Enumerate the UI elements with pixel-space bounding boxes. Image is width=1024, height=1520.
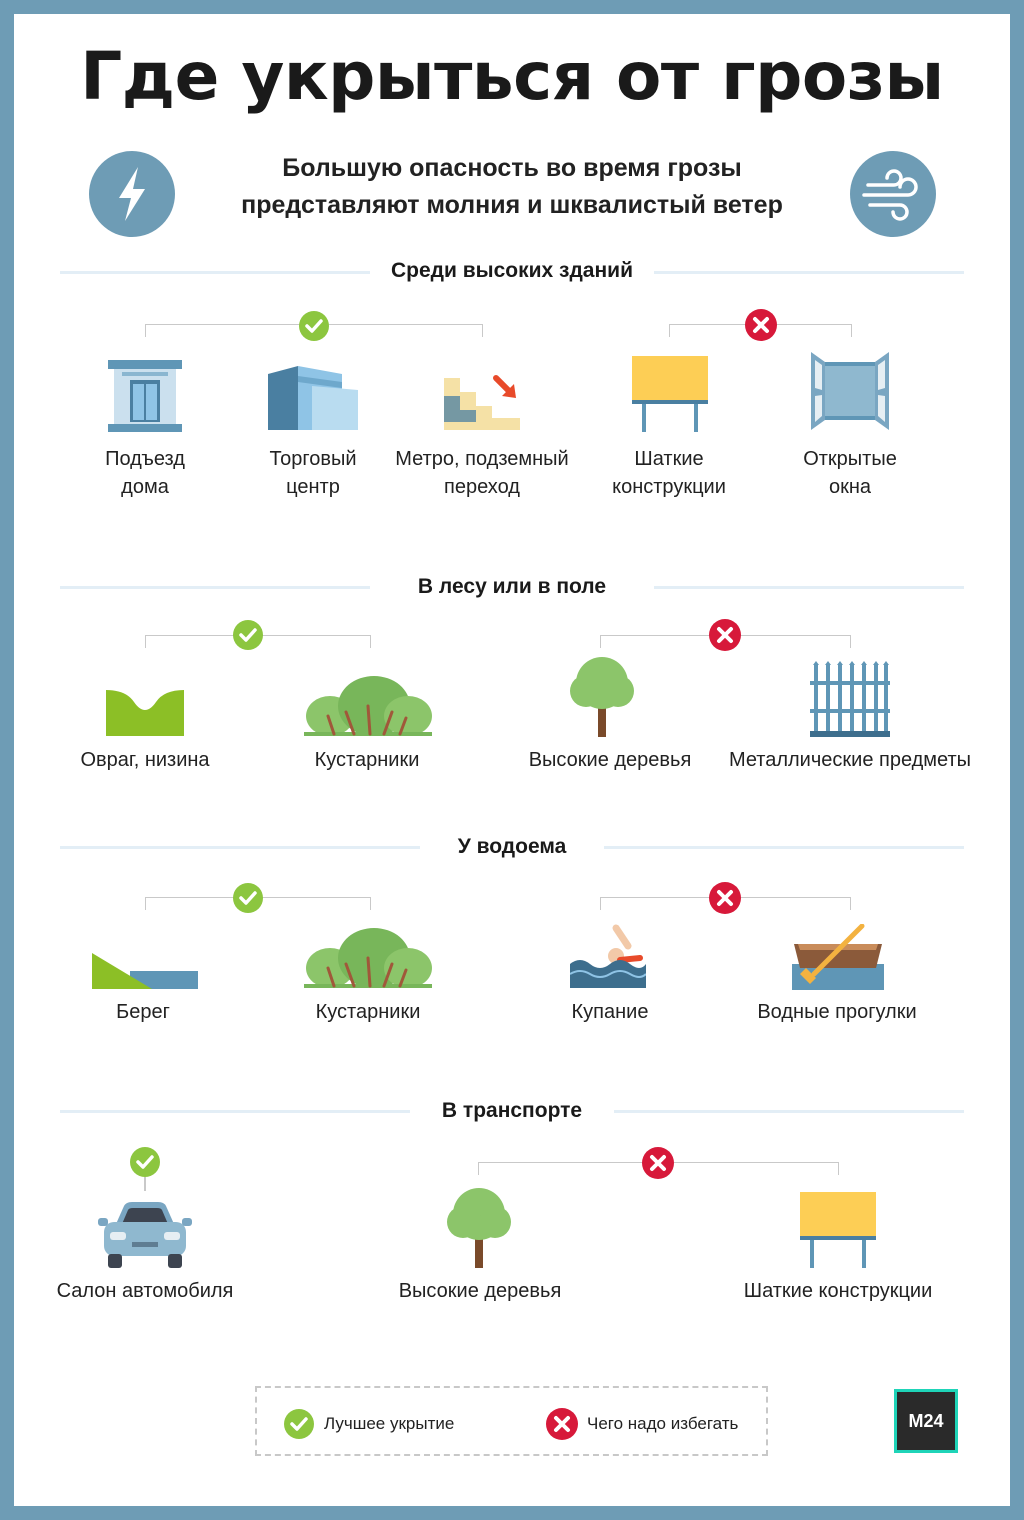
label-line: центр — [286, 476, 340, 498]
subtitle-line-2: представляют молния и шквалистый ветер — [241, 191, 783, 219]
label-line: Открытые — [803, 448, 897, 470]
label-line: переход — [444, 476, 520, 498]
section-title-buildings: Среди высоких зданий — [391, 259, 633, 282]
label-bushes: Кустарники — [314, 749, 420, 771]
label-tall-trees: Высокие деревья — [528, 749, 692, 771]
page-title: Где укрыться от грозы — [80, 38, 944, 115]
label-shore: Берег — [116, 1001, 170, 1023]
good-check-icon — [233, 883, 263, 913]
label-shaky-structures: Шаткие конструкции — [743, 1280, 933, 1302]
divider — [604, 846, 964, 849]
label-line: дома — [121, 476, 169, 498]
label-swimming: Купание — [571, 1001, 649, 1023]
section-title-transport: В транспорте — [441, 1099, 583, 1122]
label-open-windows — [775, 445, 925, 501]
label-line: конструкции — [612, 476, 726, 498]
bad-cross-icon — [642, 1147, 674, 1179]
label-line: Подъезд — [105, 448, 185, 470]
label-metal-objects: Металлические предметы — [728, 749, 972, 771]
bad-cross-icon — [546, 1408, 578, 1440]
label-shaky-structures — [594, 445, 744, 501]
lightning-icon — [89, 151, 175, 237]
shore-icon — [92, 953, 198, 989]
label-line: Шаткие — [634, 448, 704, 470]
bad-cross-icon — [709, 619, 741, 651]
divider — [60, 586, 370, 589]
shopping-center-icon — [268, 366, 358, 430]
label-line: окна — [828, 476, 872, 498]
legend-bad-label: Чего надо избегать — [587, 1414, 739, 1433]
tree-icon — [445, 1186, 513, 1268]
boat-icon — [792, 924, 884, 990]
subtitle-line-1: Большую опасность во время грозы — [282, 154, 742, 182]
bad-cross-icon — [709, 882, 741, 914]
m24-logo: M24 — [894, 1389, 958, 1453]
section-title-water: У водоема — [457, 835, 567, 858]
good-check-icon — [233, 620, 263, 650]
ravine-icon — [106, 690, 184, 736]
label-boat-trips: Водные прогулки — [757, 1001, 917, 1023]
divider — [60, 846, 420, 849]
good-check-icon — [130, 1147, 160, 1177]
good-check-icon — [284, 1409, 314, 1439]
billboard-icon — [632, 356, 708, 432]
divider — [654, 586, 964, 589]
metal-fence-icon — [810, 661, 890, 737]
legend-good-label: Лучшее укрытие — [324, 1414, 455, 1433]
bushes-icon — [304, 928, 432, 988]
wind-icon — [850, 151, 936, 237]
label-subway — [386, 445, 578, 501]
label-bushes: Кустарники — [315, 1001, 421, 1023]
divider — [60, 271, 370, 274]
label-car: Салон автомобиля — [56, 1280, 234, 1302]
label-entrance — [70, 445, 220, 501]
good-check-icon — [299, 311, 329, 341]
section-title-forest: В лесу или в поле — [417, 575, 607, 598]
tree-icon — [568, 655, 636, 737]
subway-stairs-icon — [444, 374, 520, 430]
label-line: Торговый — [269, 448, 357, 470]
building-entrance-icon — [108, 360, 182, 432]
open-window-icon — [811, 352, 889, 430]
label-shopping-center — [238, 445, 388, 501]
billboard-icon — [800, 1192, 876, 1268]
label-line: Метро, подземный — [395, 448, 569, 470]
divider — [60, 1110, 410, 1113]
label-tall-trees: Высокие деревья — [398, 1280, 562, 1302]
bad-cross-icon — [745, 309, 777, 341]
label-ravine: Овраг, низина — [80, 749, 210, 771]
car-icon — [98, 1200, 192, 1268]
swimmer-icon — [570, 922, 646, 988]
bushes-icon — [304, 676, 432, 736]
divider — [614, 1110, 964, 1113]
divider — [654, 271, 964, 274]
connector-line — [144, 1177, 146, 1191]
subtitle — [170, 150, 854, 224]
